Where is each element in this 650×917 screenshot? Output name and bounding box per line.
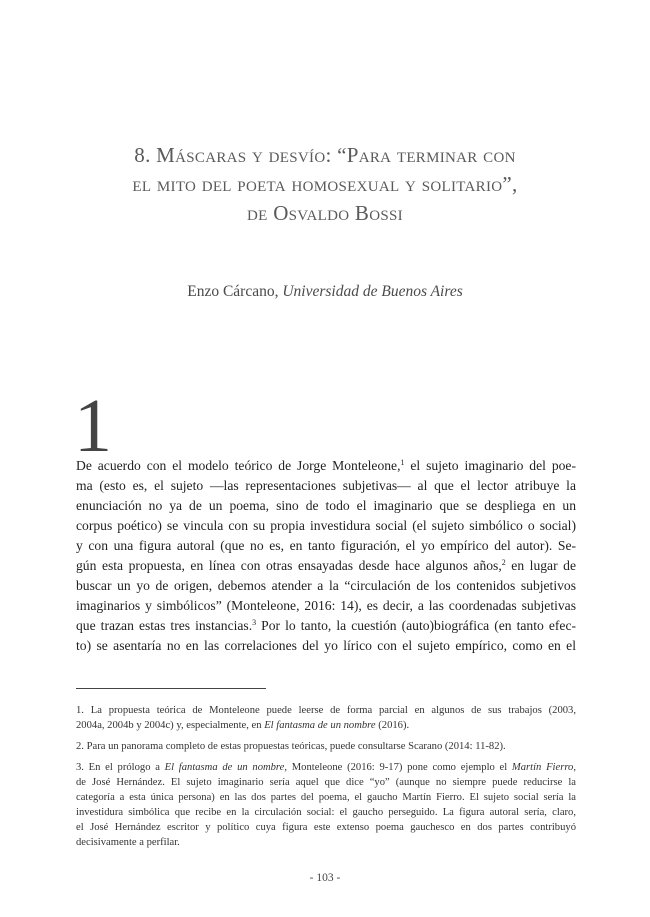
chapter-title bbox=[60, 141, 590, 228]
chapter-title-line-3: de Osvaldo Bossi bbox=[247, 201, 403, 225]
body-line bbox=[76, 556, 576, 576]
body-line bbox=[76, 456, 576, 476]
author-name: Enzo Cárcano, bbox=[187, 283, 279, 300]
footnote-line bbox=[76, 718, 576, 733]
body-paragraph bbox=[76, 456, 576, 656]
body-text-segment: De acuerdo con el modelo teórico de Jorge Monteleone, bbox=[76, 458, 401, 473]
footnote-book-title: El fantasma de un nombre bbox=[264, 720, 376, 731]
footnote-text-segment: , Monteleone (2016: 9-17) pone como ejemplo el bbox=[284, 762, 512, 773]
footnote-line: decisivamente a perfilar. bbox=[76, 837, 180, 848]
body-text-segment: gún esta propuesta, en línea con otras ensayadas desde hace algunos años, bbox=[76, 558, 502, 573]
footnote-ref-3: 3 bbox=[252, 618, 257, 627]
footnote-1 bbox=[76, 703, 576, 733]
body-line: to) se asentaría no en las correlaciones del yo lírico con el sujeto empírico, como en el bbox=[76, 638, 576, 653]
footnote-text-segment: (2016). bbox=[375, 720, 410, 731]
chapter-title-line-2: el mito del poeta homosexual y solitario”, bbox=[132, 172, 518, 196]
footnote-text-segment: , bbox=[573, 762, 576, 773]
body-text-segment: que trazan estas tres instancias. bbox=[76, 618, 253, 633]
body-text-segment: el sujeto imaginario del poe- bbox=[404, 458, 576, 473]
footnote-text-segment: 3. En el prólogo a bbox=[76, 762, 165, 773]
body-text-segment: Por lo tanto, la cuestión (auto)biográfica (en tanto efec- bbox=[256, 618, 576, 633]
footnote-line: investidura simbólica que recibe en la circulación social: el gaucho perseguido. La figura autoral sería, claro, bbox=[76, 807, 576, 818]
footnote-line: categoría a esta única persona) en las dos partes del poema, el gaucho Martín Fierro. El sujeto social sería la bbox=[76, 792, 576, 803]
footnote-line: el José Hernández escritor y político cuya figura este extenso poema gauchesco en dos partes contribuyó bbox=[76, 822, 576, 833]
chapter-title-line-1: 8. Máscaras y desvío: “Para terminar con bbox=[134, 143, 516, 167]
body-line bbox=[76, 616, 576, 636]
footnote-book-title: Martín Fierro bbox=[511, 762, 574, 773]
footnote-line: de José Hernández. El sujeto imaginario sería aquel que dice “yo” (aunque no siempre puede reducirse la bbox=[76, 777, 576, 788]
body-line: corpus poético) se vincula con su propia investidura social (el sujeto simbólico o social) bbox=[76, 518, 576, 533]
footnote-text-segment: 2004a, 2004b y 2004c) y, especialmente, en bbox=[76, 720, 265, 731]
body-line: imaginarios y simbólicos” (Monteleone, 2016: 14), es decir, a las coordenadas subjetivas bbox=[76, 598, 576, 613]
body-text-segment: en lugar de bbox=[505, 558, 576, 573]
footnote-line bbox=[76, 760, 576, 775]
body-line: ma (esto es, el sujeto —las representaciones subjetivas— al que el lector atribuye la bbox=[76, 478, 576, 493]
footnote-divider bbox=[76, 688, 266, 689]
author-affiliation: Universidad de Buenos Aires bbox=[282, 283, 463, 300]
body-line: y con una figura autoral (que no es, en tanto figuración, el yo empírico del autor). Se- bbox=[76, 538, 576, 553]
footnote-book-title: El fantasma de un nombre bbox=[164, 762, 285, 773]
page-number: - 103 - bbox=[309, 872, 341, 884]
body-line: buscar un yo de origen, debemos atender a la “circulación de los contenidos subjetivos bbox=[76, 578, 576, 593]
footnote-3 bbox=[76, 760, 576, 850]
footnote-2 bbox=[76, 739, 576, 754]
author-byline bbox=[0, 283, 650, 301]
footnote-ref-1: 1 bbox=[400, 458, 405, 467]
footnote-line: 2. Para un panorama completo de estas propuestas teóricas, puede consultarse Scarano (2014: 11-82). bbox=[76, 741, 506, 752]
section-number: 1 bbox=[74, 384, 112, 468]
footnote-line: 1. La propuesta teórica de Monteleone puede leerse de forma parcial en algunos de sus trabajos (2003, bbox=[76, 705, 576, 716]
footnote-ref-2: 2 bbox=[501, 558, 506, 567]
footnotes bbox=[76, 703, 576, 856]
body-line: enunciación no ya de un poema, sino de todo el imaginario que se despliega en un bbox=[76, 498, 576, 513]
